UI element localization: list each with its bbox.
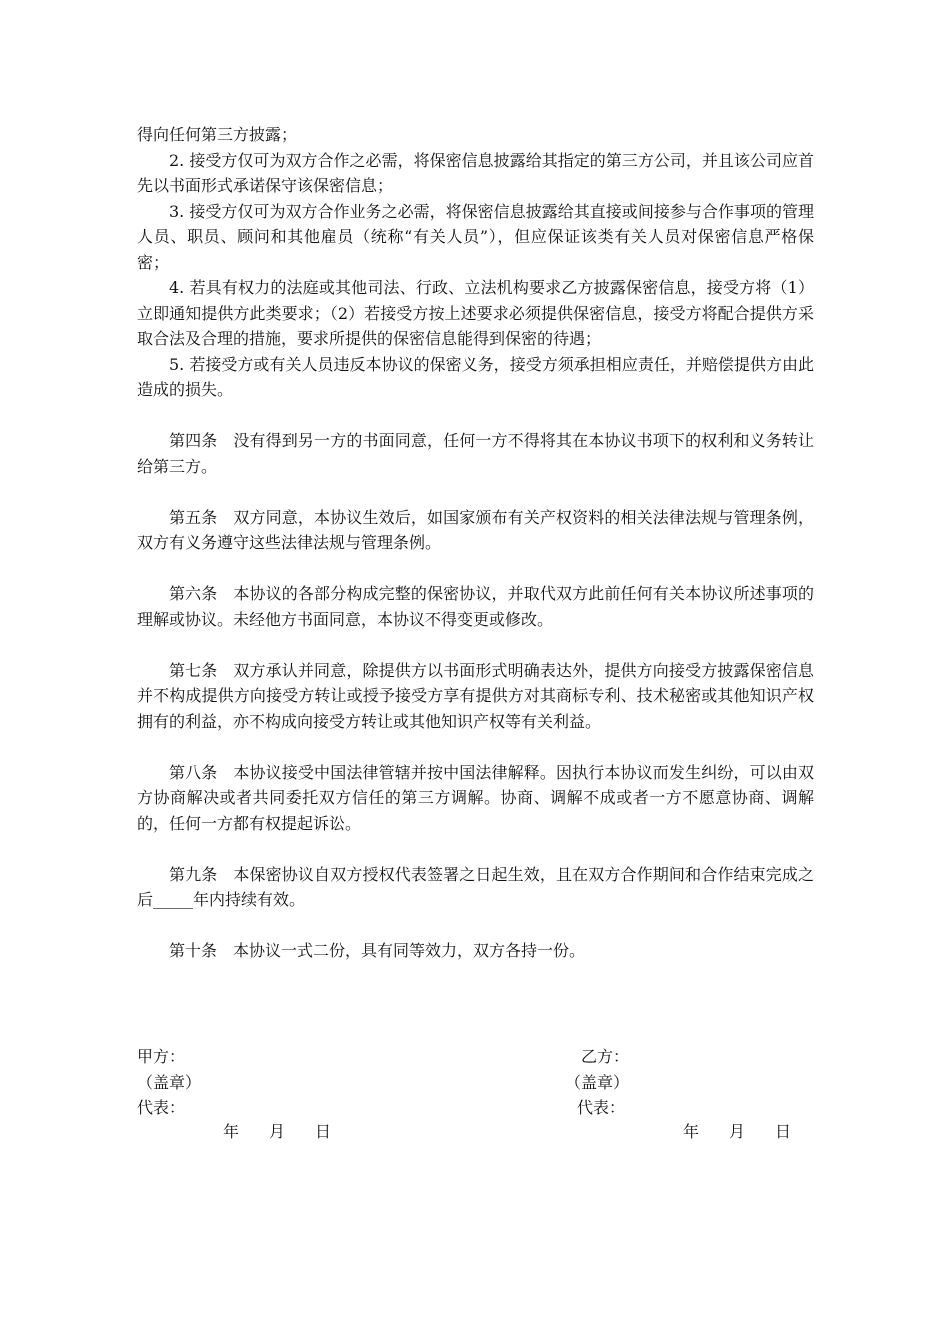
- document-body: [137, 122, 814, 964]
- article-9-head: 第九条: [169, 864, 218, 884]
- article-5-head: 第五条: [169, 507, 218, 527]
- spacer: [137, 913, 814, 939]
- party-b-seal: （盖章）: [565, 1072, 630, 1092]
- date-day: 日: [315, 1122, 332, 1141]
- article-9-blank: _____: [153, 890, 194, 909]
- article-10-head: 第十条: [169, 941, 218, 960]
- article-8-text: 本协议接受中国法律管辖并按中国法律解释。因执行本协议而发生纠纷，可以由双方协商解决或者共同委托双方信任的第三方调解。协商、调解不成或者一方不愿意协商、调解的，任何一方都有权提起诉讼。: [137, 762, 814, 833]
- article-8-head: 第八条: [169, 762, 218, 782]
- article-5-text: 双方同意，本协议生效后，如国家颁布有关产权资料的相关法律法规与管理条例，双方有义务遵守这些法律法规与管理条例。: [137, 507, 814, 552]
- article-4: [137, 428, 814, 479]
- date-party-b: [683, 1119, 821, 1145]
- article-6-head: 第六条: [169, 584, 218, 603]
- signature-party-b: [565, 1044, 629, 1121]
- clause-item-2: 2. 接受方仅可为双方合作之必需，将保密信息披露给其指定的第三方公司，并且该公司应首先以书面形式承诺保守该保密信息；: [137, 150, 814, 195]
- article-9-text-after: 年内持续有效。: [193, 890, 306, 909]
- party-a-representative: 代表：: [137, 1098, 186, 1117]
- party-a-seal: （盖章）: [137, 1072, 202, 1092]
- date-month: 月: [729, 1122, 746, 1141]
- article-5: [137, 505, 814, 556]
- signature-party-a: [137, 1044, 201, 1121]
- date-year: 年: [223, 1122, 240, 1141]
- spacer: [137, 734, 814, 760]
- article-9-text-before: 本保密协议自双方授权代表签署之日起生效，且在双方合作期间和合作结束完成之后: [137, 864, 814, 909]
- article-9: [137, 862, 814, 913]
- article-7-text: 双方承认并同意，除提供方以书面形式明确表达外，提供方向接受方披露保密信息并不构成提供方向接受方转让或授予接受方享有提供方对其商标专利、技术秘密或其他知识产权拥有的利益，亦不构成向接受方转让或其他知识产权等有关利益。: [137, 660, 814, 731]
- party-b-representative: 代表：: [577, 1098, 626, 1117]
- article-7: [137, 658, 814, 735]
- spacer: [137, 836, 814, 862]
- date-month: 月: [269, 1122, 286, 1141]
- article-4-head: 第四条: [169, 431, 218, 450]
- spacer: [137, 632, 814, 658]
- party-a-label: 甲方：: [137, 1047, 186, 1066]
- article-7-head: 第七条: [169, 660, 218, 680]
- article-6-text: 本协议的各部分构成完整的保密协议，并取代双方此前任何有关本协议所述事项的理解或协议。未经他方书面同意，本协议不得变更或修改。: [137, 584, 814, 629]
- party-b-label: 乙方：: [581, 1047, 630, 1066]
- article-10-text: 本协议一式二份，具有同等效力，双方各持一份。: [233, 941, 586, 960]
- spacer: [137, 556, 814, 582]
- intro-line: 得向任何第三方披露；: [137, 125, 298, 144]
- article-8: [137, 760, 814, 837]
- spacer: [137, 403, 814, 429]
- date-day: 日: [775, 1122, 792, 1141]
- article-10: [137, 938, 814, 964]
- clause-item-4: 4. 若具有权力的法庭或其他司法、行政、立法机构要求乙方披露保密信息，接受方将（1）立即通知提供方此类要求；（2）若接受方按上述要求必须提供保密信息，接受方将配合提供方采取合法及合理的措施，要求所提供的保密信息能得到保密的待遇；: [137, 278, 814, 348]
- date-year: 年: [683, 1122, 700, 1141]
- date-party-a: [223, 1119, 361, 1145]
- clause-item-3: 3. 接受方仅可为双方合作业务之必需，将保密信息披露给其直接或间接参与合作事项的管理人员、职员、顾问和其他雇员（统称“有关人员”），但应保证该类有关人员对保密信息严格保密；: [137, 201, 814, 272]
- clause-item-5: 5. 若接受方或有关人员违反本协议的保密义务，接受方须承担相应责任，并赔偿提供方由此造成的损失。: [137, 354, 814, 399]
- article-4-text: 没有得到另一方的书面同意，任何一方不得将其在本协议书项下的权利和义务转让给第三方。: [137, 431, 814, 476]
- spacer: [137, 479, 814, 505]
- article-6: [137, 581, 814, 632]
